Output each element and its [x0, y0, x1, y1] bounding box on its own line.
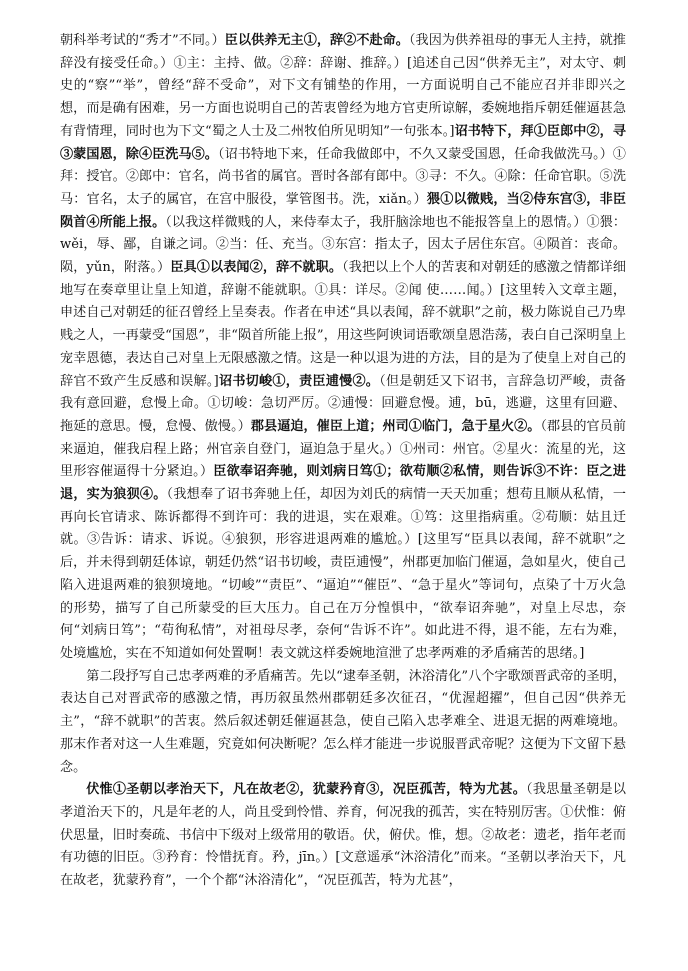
source-text: 臣欲奉诏奔驰，则刘病日笃①；欲苟顺②私情，则告诉③不许：臣之进退，实为狼狈④。 [60, 464, 626, 503]
annotation-text: （以我这样微贱的人，来侍奉太子，我肝脑涂地也不能报答皇上的恩情。）①猥：wěi，辱、鄙，自谦之词。②当：任、充当。③东宫：指太子，因太子居住东宫。④陨首：丧命。陨，yǔn，附落。） [60, 214, 626, 276]
annotation-text: （诏书特地下来，任命我做郎中，不久又蒙受国恩，任命我做洗马。）①拜：授官。②郎中：官名，尚书省的属官。晋时各部有郎中。③寻：不久。④除：任命官职。⑤洗马：官名，太子的属官，在宫中服役，掌管图书。洗，xiǎn。） [60, 146, 627, 207]
annotation-text: （郡县的官员前来逼迫，催我启程上路；州官亲自登门，逼迫急于星火。）①州司：州官。②星火：流星的光，这里形容催逼得十分紧迫。） [60, 418, 626, 480]
source-text: 诏书特下，拜①臣郎中②，寻③蒙国恩，除④臣洗马⑤。 [60, 123, 626, 162]
annotation-text: （我因为供养祖母的事无人主持，就推辞没有接受任命。）①主：主持、做。②辞：辞谢、推辞。）[追述自己因“供养无主”，对太守、刺史的“察”“举”，曾经“辞不受命”，对下文有铺垫的作用，一方面说明自己不能应召并非即兴之想，而是确有困难，另一方面也说明自己的苦衷曾经为地方官吏所谅解，委婉地指斥朝廷催逼甚急有背情理，同时也为下文“蜀之人士及二州牧伯所见明知”一句张本。] [60, 33, 626, 139]
source-text: 诏书切峻①，责臣逋慢②。 [218, 373, 380, 389]
source-text: 猥①以微贱，当②侍东宫③，非臣陨首④所能上报。 [60, 191, 627, 230]
source-text: 郡县逼迫，催臣上道；州司①临门，急于星火②。 [250, 418, 541, 434]
annotation-text: 朝科举考试的“秀才”不同。） [60, 33, 225, 48]
annotation-text: （我思量圣朝是以孝道治天下的，凡是年老的人，尚且受到怜惜、养育，何况我的孤苦，实在特别厉害。①伏惟：俯伏思量，旧时奏疏、书信中下级对上级常用的敬语。伏，俯伏。惟，想。②故老：遗老，指年老而有功德的旧臣。③矜育：怜惜抚育。矜，jīn。）[文意遥承“沐浴清化”而来。“圣朝以孝治天下，凡在故老，犹蒙矜育”，一个个都“沐浴清化”，“况臣孤苦，特为尤甚”， [60, 782, 626, 889]
body-paragraph [60, 30, 626, 666]
body-paragraph [60, 779, 626, 893]
source-text: 臣以供养无主①，辞②不赴命。 [224, 33, 409, 48]
annotation-text: 第二段抒写自己忠孝两难的矛盾痛苦。先以“逮奉圣朝，沐浴清化”八个字歌颂晋武帝的圣明，表达自己对晋武帝的感激之情，再历叙虽然州郡朝廷多次征召，“优渥超擢”，但自己因“供养无主”，“辞不就职”的苦衷。然后叙述朝廷催逼甚急，使自己陷入忠孝难全、进退无据的两难境地。那末作者对这一人生难题，究竟如何决断呢？怎么样才能进一步说服晋武帝呢？这便为下文留下悬念。 [60, 668, 626, 775]
source-text: 臣具①以表闻②，辞不就职。 [170, 260, 343, 276]
body-paragraph [60, 666, 626, 780]
annotation-text: （但是朝廷又下诏书，言辞急切严峻，责备我有意回避，怠慢上命。①切峻：急切严厉。②逋慢：回避怠慢。逋，bū，逃避，这里有回避、拖延的意思。慢，怠慢、傲慢。） [60, 373, 626, 434]
annotation-text: （我把以上个人的苦衷和对朝廷的感激之情都详细地写在奏章里让皇上知道，辞谢不能就职。①具：详尽。②闻 使……闻。）[这里转入文章主题，申述自己对朝廷的征召曾经上呈奏表。作者在申述“具以表闻，辞不就职”之前，极力陈说自己乃卑贱之人，一再蒙受“国恩”，非“陨首所能上报”，用这些阿谀词语歌颂皇恩浩荡，表白自己深明皇上宠幸恩德，表达自己对皇上无限感激之情。这是一种以退为进的方法，目的是为了使皇上对自己的辞官不致产生反感和误解。] [60, 260, 626, 389]
annotation-text: （我想奉了诏书奔驰上任，却因为刘氏的病情一天天加重；想苟且顺从私情，一再向长官请求、陈诉都得不到许可：我的进退，实在艰难。①笃：这里指病重。②苟顺：姑且迁就。③告诉：请求、诉说。④狼狈，形容进退两难的尴尬。）[这里写“臣具以表闻，辞不就职”之后，并未得到朝廷体谅，朝廷仍然“诏书切峻，责臣逋慢”，州郡更加临门催逼，急如星火，使自己陷入进退两难的狼狈境地。“切峻”“责臣”、“逼迫”“催臣”、“急于星火”等词句，点染了十万火急的形势，描写了自己所蒙受的巨大压力。自己在万分惶惧中，“欲奉诏奔驰”，对皇上尽忠，奈何“刘病日笃”；“苟徇私情”，对祖母尽孝，奈何“告诉不许”。如此进不得，退不能，左右为难，处境尴尬，实在不知道如何处置啊！表文就这样委婉地渲泄了忠孝两难的矛盾痛苦的思绪。] [60, 487, 626, 661]
source-text: 伏惟①圣朝以孝治天下，凡在故老②，犹蒙矜育③，况臣孤苦，特为尤甚。 [86, 782, 527, 798]
